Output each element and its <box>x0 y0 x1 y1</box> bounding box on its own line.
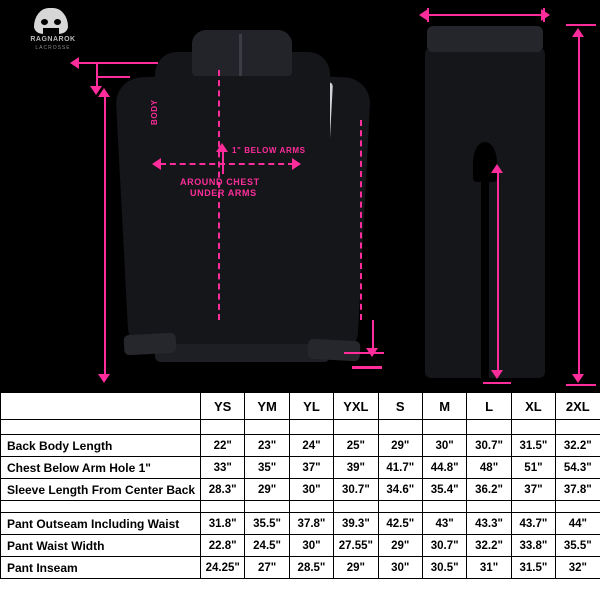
pants-right-leg <box>485 48 545 378</box>
pants-left-leg <box>425 48 485 378</box>
row-label-pant-waist-width: Pant Waist Width <box>1 535 201 557</box>
pants-waistband <box>427 26 543 52</box>
cell: 43" <box>422 513 466 535</box>
row-label-pant-outseam: Pant Outseam Including Waist <box>1 513 201 535</box>
cell: 33" <box>201 457 245 479</box>
pants-outseam-bottom-tick <box>566 384 596 386</box>
cell: 30.7" <box>334 479 378 501</box>
cell: 25" <box>334 435 378 457</box>
jacket-collar <box>192 30 292 76</box>
pants-inseam-up-arrow <box>491 164 503 173</box>
cell: 35.5" <box>556 535 600 557</box>
body-length-label: BODY <box>150 99 159 125</box>
cell: 30" <box>289 535 333 557</box>
table-row <box>1 535 600 557</box>
table-row <box>1 557 600 579</box>
cell: 28.3" <box>201 479 245 501</box>
cell: 35" <box>245 457 289 479</box>
cell: 30.7" <box>467 435 511 457</box>
cell: 33.8" <box>511 535 555 557</box>
chest-label-line1: AROUND CHEST <box>180 177 260 187</box>
pants-outseam-top-tick <box>566 24 596 26</box>
jacket-body <box>155 52 330 362</box>
chest-right-arrow <box>292 158 301 170</box>
cell: 31" <box>467 557 511 579</box>
sleeve-length-top-line <box>78 62 158 64</box>
row-label-pant-inseam: Pant Inseam <box>1 557 201 579</box>
cell: 48" <box>467 457 511 479</box>
cell: 43.3" <box>467 513 511 535</box>
header-size-xl: XL <box>511 393 555 420</box>
cell: 36.2" <box>467 479 511 501</box>
cell: 37" <box>511 479 555 501</box>
row-label-back-body-length: Back Body Length <box>1 435 201 457</box>
jacket-sleeve-bracket <box>360 120 362 320</box>
jacket-sleeve-bracket-bottom <box>344 352 384 354</box>
cell: 30.5" <box>422 557 466 579</box>
cell: 35.5" <box>245 513 289 535</box>
cell: 41.7" <box>378 457 422 479</box>
cell: 30" <box>378 557 422 579</box>
cell: 30" <box>289 479 333 501</box>
cell: 24" <box>289 435 333 457</box>
cell: 24.5" <box>245 535 289 557</box>
cell: 30.7" <box>422 535 466 557</box>
header-size-l: L <box>467 393 511 420</box>
cell: 29" <box>378 535 422 557</box>
cell: 43.7" <box>511 513 555 535</box>
pants-waist-width-line <box>427 14 543 16</box>
cell: 31.5" <box>511 435 555 457</box>
jacket-right-cuff <box>308 339 361 362</box>
jacket-zipper <box>239 34 242 76</box>
cell: 37.8" <box>289 513 333 535</box>
header-blank-cell <box>1 393 201 420</box>
jacket-illustration <box>120 22 370 377</box>
cell: 32.2" <box>467 535 511 557</box>
chest-measure-line <box>160 163 294 165</box>
jacket-sleeve-tick <box>352 366 382 369</box>
chest-label-line2: UNDER ARMS <box>190 188 257 198</box>
header-size-m: M <box>422 393 466 420</box>
size-chart-table-wrapper <box>0 392 600 600</box>
cell: 37.8" <box>556 479 600 501</box>
header-size-yxl: YXL <box>334 393 378 420</box>
pants-leg-gap <box>481 172 489 378</box>
cell: 29" <box>378 435 422 457</box>
pants-waist-right-tick <box>543 8 545 22</box>
pants-illustration <box>415 22 555 382</box>
brand-tagline: LACROSSE <box>35 45 71 51</box>
jacket-hem <box>155 344 330 362</box>
table-row <box>1 513 600 535</box>
cell: 27" <box>245 557 289 579</box>
brand-logo <box>14 8 92 54</box>
cell: 39" <box>334 457 378 479</box>
chest-left-arrow <box>152 158 161 170</box>
cell: 44" <box>556 513 600 535</box>
sleeve-length-left-arrow <box>70 57 79 69</box>
cell: 32" <box>556 557 600 579</box>
cell: 54.3" <box>556 457 600 479</box>
cell: 51" <box>511 457 555 479</box>
cell: 31.5" <box>511 557 555 579</box>
cell: 44.8" <box>422 457 466 479</box>
cell: 32.2" <box>556 435 600 457</box>
table-spacer-row-top <box>1 420 600 435</box>
cell: 29" <box>245 479 289 501</box>
cell: 37" <box>289 457 333 479</box>
header-size-s: S <box>378 393 422 420</box>
below-arms-up-arrow <box>216 143 228 152</box>
below-arms-label: 1" BELOW ARMS <box>232 146 306 155</box>
cell: 23" <box>245 435 289 457</box>
cell: 34.6" <box>378 479 422 501</box>
sleeve-length-drop <box>96 62 98 86</box>
brand-wordmark: RAGNAROK <box>30 36 76 43</box>
header-size-2xl: 2XL <box>556 393 600 420</box>
table-row <box>1 435 600 457</box>
jacket-body-length-down-arrow <box>98 374 110 383</box>
cell: 42.5" <box>378 513 422 535</box>
sleeve-length-short-line <box>96 76 130 78</box>
cell: 28.5" <box>289 557 333 579</box>
pants-waist-left-tick <box>427 8 429 22</box>
size-chart-table <box>0 392 600 579</box>
jacket-body-length-up-arrow <box>98 88 110 97</box>
pants-inseam-bottom-tick <box>483 382 511 384</box>
header-size-yl: YL <box>289 393 333 420</box>
cell: 35.4" <box>422 479 466 501</box>
pants-outseam-down-arrow <box>572 374 584 383</box>
pants-outseam-up-arrow <box>572 28 584 37</box>
jacket-sleeve-bracket-arrow <box>366 348 378 357</box>
cell: 39.3" <box>334 513 378 535</box>
table-row <box>1 457 600 479</box>
cell: 22" <box>201 435 245 457</box>
cell: 27.55" <box>334 535 378 557</box>
header-size-ym: YM <box>245 393 289 420</box>
cell: 29" <box>334 557 378 579</box>
cell: 31.8" <box>201 513 245 535</box>
table-header-row <box>1 393 600 420</box>
row-label-chest-below-arm-hole: Chest Below Arm Hole 1" <box>1 457 201 479</box>
pants-outseam-line <box>578 36 580 376</box>
cell: 24.25" <box>201 557 245 579</box>
table-row <box>1 479 600 501</box>
pants-inseam-line <box>497 172 499 372</box>
cell: 22.8" <box>201 535 245 557</box>
cell: 30" <box>422 435 466 457</box>
jacket-body-length-bracket <box>104 96 106 376</box>
row-label-sleeve-length: Sleeve Length From Center Back <box>1 479 201 501</box>
header-size-ys: YS <box>201 393 245 420</box>
skull-icon <box>34 8 68 34</box>
table-spacer-row-middle <box>1 501 600 513</box>
pants-inseam-down-arrow <box>491 370 503 379</box>
jacket-left-cuff <box>124 333 177 356</box>
